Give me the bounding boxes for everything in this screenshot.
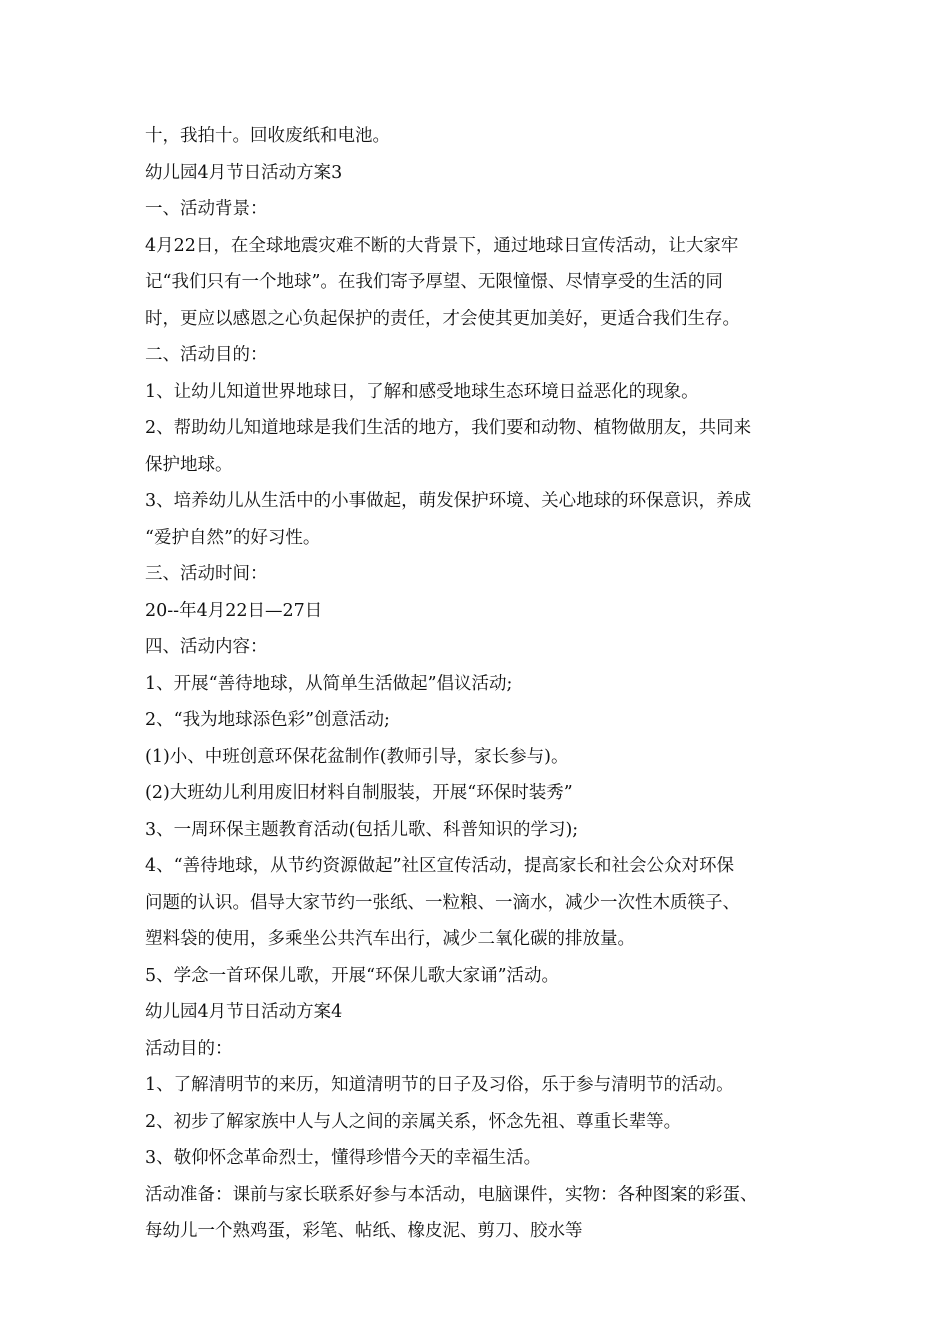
activity-goal-2: 2、初步了解家族中人与人之间的亲属关系，怀念先祖、尊重长辈等。 (145, 1111, 682, 1132)
heading-content: 四、活动内容： (145, 637, 268, 657)
content-item-4-line-2: 问题的认识。倡导大家节约一张纸、一粒粮、一滴水，减少一次性木质筷子、 (145, 892, 740, 913)
content-item-4-line-3: 塑料袋的使用，多乘坐公共汽车出行，减少二氧化碳的排放量。 (145, 929, 635, 949)
content-item-4-line-1: 4、“善待地球，从节约资源做起”社区宣传活动，提高家长和社会公众对环保 (145, 856, 735, 876)
goal-item-2-line-2: 保护地球。 (145, 454, 233, 475)
activity-preparation-line-2: 每幼儿一个熟鸡蛋，彩笔、帖纸、橡皮泥、剪刀、胶水等 (145, 1221, 583, 1241)
section-title-plan-3: 幼儿园4月节日活动方案3 (145, 162, 343, 183)
content-subitem-2: (2)大班幼儿利用废旧材料自制服装，开展“环保时装秀” (145, 783, 573, 803)
heading-activity-goals: 活动目的： (145, 1038, 233, 1059)
document-body (145, 118, 825, 1250)
paragraph-background-line-1: 4月22日，在全球地震灾难不断的大背景下，通过地球日宣传活动，让大家牢 (145, 235, 739, 256)
content-item-2: 2、“我为地球添色彩”创意活动; (145, 710, 390, 730)
activity-preparation-line-1: 活动准备：课前与家长联系好参与本活动，电脑课件，实物：各种图案的彩蛋、 (145, 1184, 758, 1205)
heading-time: 三、活动时间： (145, 564, 268, 584)
content-item-3: 3、一周环保主题教育活动(包括儿歌、科普知识的学习); (145, 819, 579, 840)
heading-goals: 二、活动目的： (145, 345, 268, 365)
text-line-closing-rhyme: 十，我拍十。回收废纸和电池。 (145, 126, 390, 146)
activity-goal-1: 1、了解清明节的来历，知道清明节的日子及习俗，乐于参与清明节的活动。 (145, 1075, 734, 1095)
activity-goal-3: 3、敬仰怀念革命烈士，懂得珍惜今天的幸福生活。 (145, 1148, 542, 1168)
heading-background: 一、活动背景： (145, 199, 268, 219)
goal-item-2-line-1: 2、帮助幼儿知道地球是我们生活的地方，我们要和动物、植物做朋友，共同来 (145, 418, 752, 438)
paragraph-background-line-3: 时，更应以感恩之心负起保护的责任，才会使其更加美好，更适合我们生存。 (145, 308, 740, 329)
section-title-plan-4: 幼儿园4月节日活动方案4 (145, 1002, 343, 1022)
content-item-1: 1、开展“善待地球，从简单生活做起”倡议活动; (145, 673, 513, 694)
activity-date-range: 20--年4月22日—27日 (145, 600, 323, 621)
content-subitem-1: (1)小、中班创意环保花盆制作(教师引导，家长参与)。 (145, 746, 569, 767)
goal-item-3-line-2: “爱护自然”的好习性。 (145, 527, 321, 548)
goal-item-3-line-1: 3、培养幼儿从生活中的小事做起，萌发保护环境、关心地球的环保意识，养成 (145, 491, 752, 511)
goal-item-1: 1、让幼儿知道世界地球日，了解和感受地球生态环境日益恶化的现象。 (145, 381, 699, 402)
content-item-5: 5、学念一首环保儿歌，开展“环保儿歌大家诵”活动。 (145, 965, 560, 986)
paragraph-background-line-2: 记“我们只有一个地球”。在我们寄予厚望、无限憧憬、尽情享受的生活的同 (145, 272, 723, 292)
